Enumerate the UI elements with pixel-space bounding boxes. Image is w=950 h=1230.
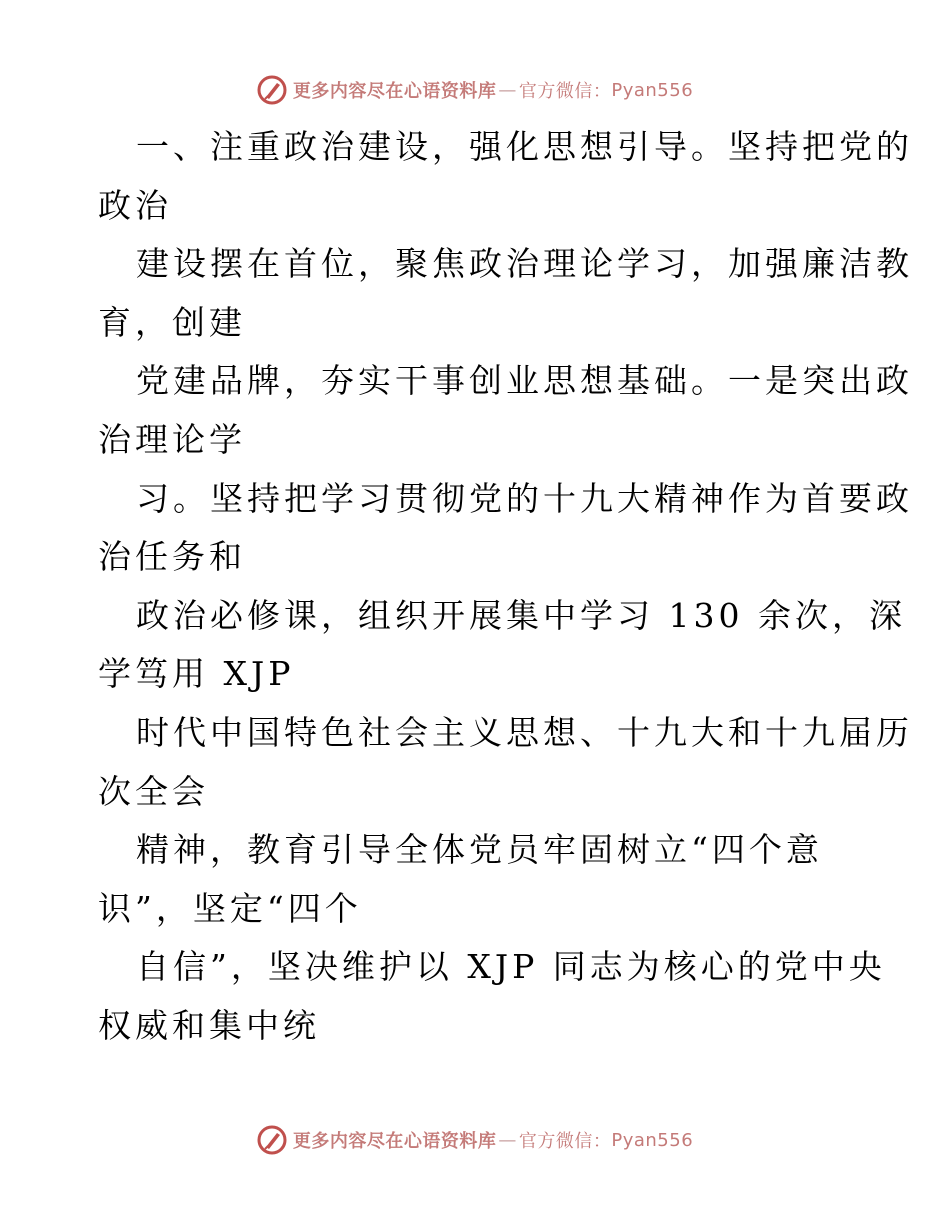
text-line: 建设摆在首位，聚焦政治理论学习，加强廉洁教 bbox=[136, 244, 913, 284]
watermark-separator: — bbox=[498, 79, 517, 101]
text-line: 治理论学 bbox=[98, 419, 246, 459]
watermark-label: 官方微信： bbox=[518, 81, 612, 102]
header-watermark bbox=[0, 70, 950, 110]
text-line: 学笃用 XJP bbox=[98, 654, 295, 694]
quill-logo-icon bbox=[257, 1125, 287, 1155]
watermark-label: 官方微信： bbox=[518, 1131, 612, 1152]
text-line: 政治 bbox=[98, 185, 172, 225]
text-line: 权威和集中统 bbox=[98, 1005, 320, 1045]
watermark-id: Pyan556 bbox=[611, 79, 694, 101]
watermark-separator: — bbox=[498, 1129, 517, 1151]
text-line: 一、注重政治建设，强化思想引导。坚持把党的 bbox=[136, 127, 913, 166]
text-line: 识”，坚定“四个 bbox=[98, 888, 362, 928]
text-line: 自信”，坚决维护以 XJP 同志为核心的党中央 bbox=[136, 947, 886, 987]
text-line: 育，创建 bbox=[98, 302, 246, 342]
text-line: 政治必修课，组织开展集中学习 130 余次，深 bbox=[136, 595, 906, 635]
text-line: 习。坚持把学习贯彻党的十九大精神作为首要政 bbox=[136, 478, 913, 518]
text-line: 精神，教育引导全体党员牢固树立“四个意 bbox=[136, 830, 823, 870]
watermark-brand: 更多内容尽在心语资料库 bbox=[292, 81, 497, 102]
quill-logo-icon bbox=[257, 75, 287, 105]
text-line: 治任务和 bbox=[98, 537, 246, 577]
text-line: 党建品牌，夯实干事创业思想基础。一是突出政 bbox=[136, 361, 913, 401]
text-line: 时代中国特色社会主义思想、十九大和十九届历 bbox=[136, 712, 913, 752]
text-line: 次全会 bbox=[98, 771, 209, 811]
document-body bbox=[98, 118, 913, 1056]
watermark-brand: 更多内容尽在心语资料库 bbox=[292, 1131, 497, 1152]
footer-watermark bbox=[0, 1120, 950, 1160]
watermark-id: Pyan556 bbox=[611, 1129, 694, 1151]
